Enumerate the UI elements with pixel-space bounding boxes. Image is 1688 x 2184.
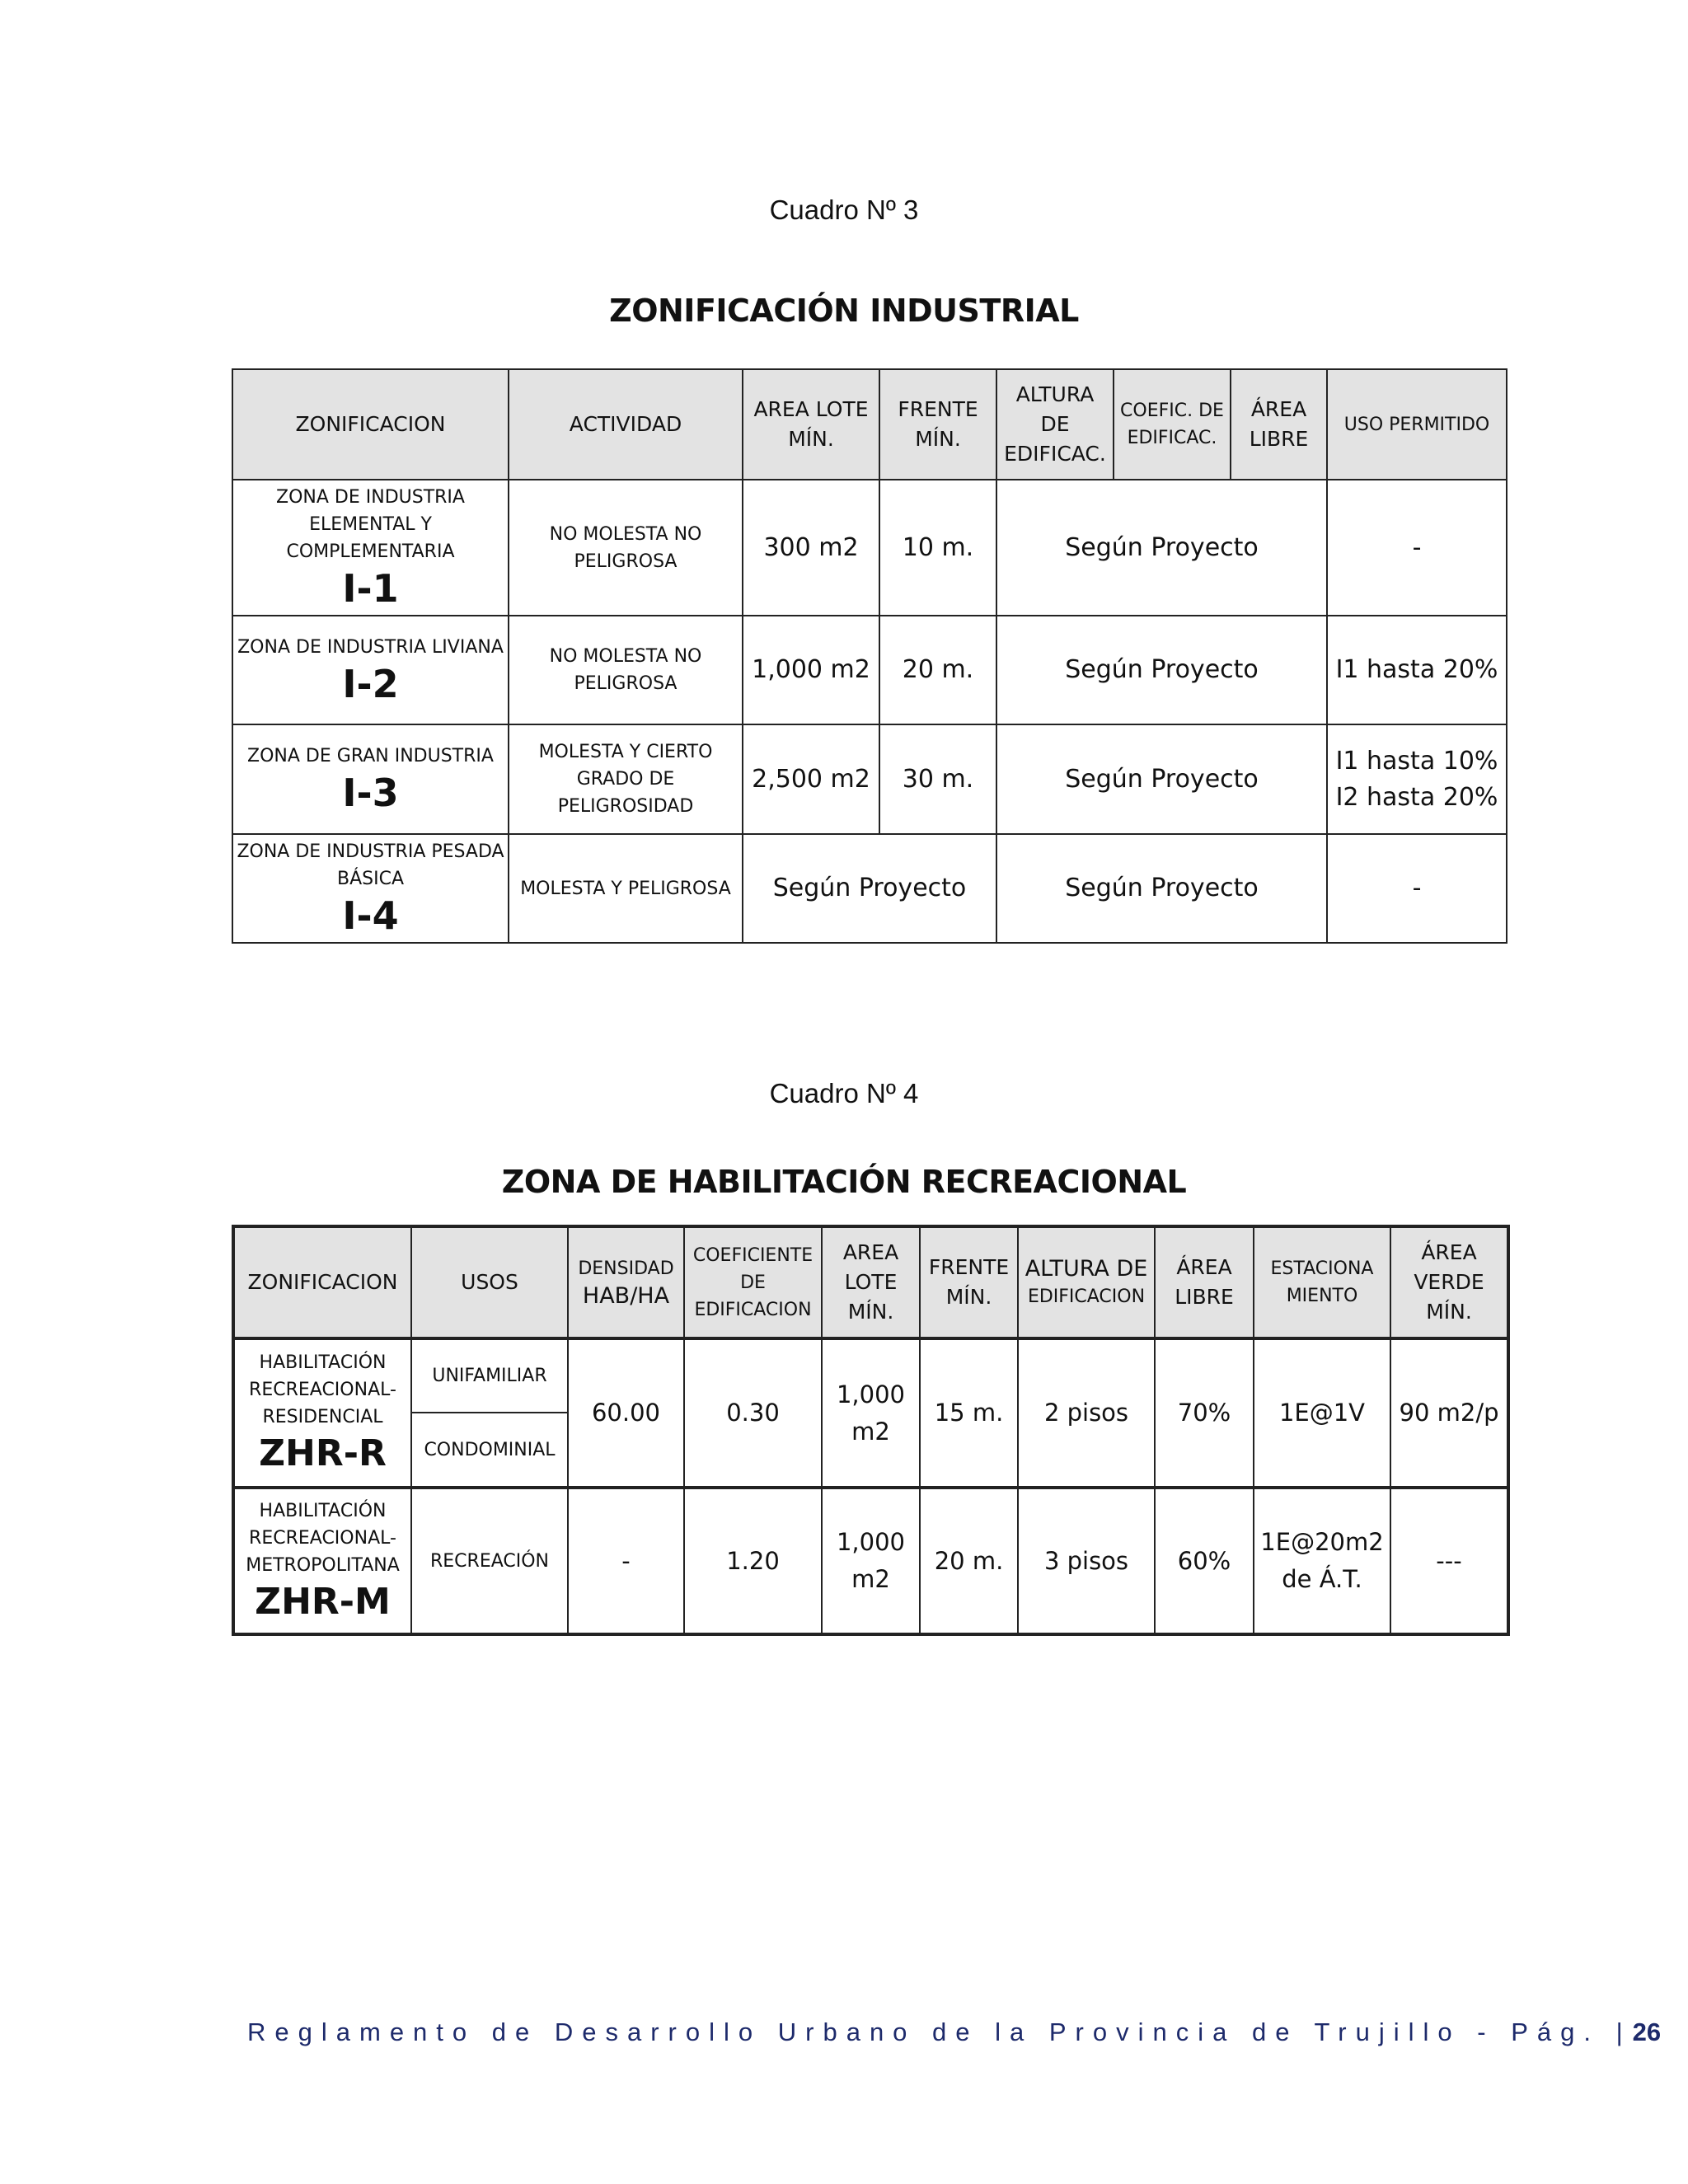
- uso-permitido-cell: [1327, 724, 1507, 834]
- footer-separator: |: [1615, 2018, 1623, 2046]
- estacionamiento-cell: 1E@1V: [1254, 1338, 1390, 1488]
- area-lote-cell: 2,500 m2: [743, 724, 879, 834]
- col-header-zonificacion: ZONIFICACION: [233, 1226, 411, 1338]
- col-header-area-verde: ÁREA VERDE MÍN.: [1390, 1226, 1508, 1338]
- recreational-zoning-table: [232, 1225, 1510, 1636]
- zone-description: ZONA DE INDUSTRIA ELEMENTAL Y COMPLEMENTARIA: [276, 487, 465, 562]
- altura-cell: 2 pisos: [1018, 1338, 1155, 1488]
- col-header-coeficiente: COEFICIENTE DE EDIFICACION: [684, 1226, 822, 1338]
- usos-cell: UNIFAMILIAR: [411, 1338, 568, 1413]
- col-header-densidad: [568, 1226, 684, 1338]
- col-header-area-lote: AREA LOTE MÍN.: [743, 369, 879, 480]
- coeficiente-cell: 1.20: [684, 1488, 822, 1634]
- altura-cell: 3 pisos: [1018, 1488, 1155, 1634]
- zone-cell: [232, 616, 509, 724]
- area-libre-cell: 60%: [1155, 1488, 1254, 1634]
- area-lote-cell: 1,000 m2: [743, 616, 879, 724]
- usos-cell: RECREACIÓN: [411, 1488, 568, 1634]
- zone-code: I-2: [342, 661, 399, 706]
- zone-description: ZONA DE INDUSTRIA PESADA BÁSICA: [237, 841, 504, 889]
- zone-cell: [233, 1338, 411, 1488]
- area-verde-cell: 90 m2/p: [1390, 1338, 1508, 1488]
- actividad-cell: NO MOLESTA NO PELIGROSA: [509, 616, 743, 724]
- col-header-uso-permitido: USO PERMITIDO: [1327, 369, 1507, 480]
- area-lote-cell: 300 m2: [743, 480, 879, 616]
- zone-code: I-1: [342, 566, 399, 611]
- frente-cell: 15 m.: [920, 1338, 1018, 1488]
- table-header-row: [232, 369, 1507, 480]
- col-header-area-libre: ÁREA LIBRE: [1155, 1226, 1254, 1338]
- coeficiente-cell: 0.30: [684, 1338, 822, 1488]
- actividad-cell: NO MOLESTA NO PELIGROSA: [509, 480, 743, 616]
- frente-cell: 20 m.: [879, 616, 996, 724]
- table1-title: ZONIFICACIÓN INDUSTRIAL: [609, 293, 1079, 329]
- zone-cell: [232, 834, 509, 943]
- zone-description: ZONA DE INDUSTRIA LIVIANA: [237, 636, 504, 658]
- table1-caption: Cuadro Nº 3: [769, 194, 919, 225]
- altura-label: ALTURA DE: [1025, 1255, 1148, 1282]
- zone-description: HABILITACIÓN RECREACIONAL-METROPOLITANA: [246, 1500, 400, 1576]
- table2-caption: Cuadro Nº 4: [769, 1078, 919, 1108]
- densidad-label: DENSIDAD: [578, 1258, 674, 1279]
- zone-cell: [232, 724, 509, 834]
- col-header-actividad: ACTIVIDAD: [509, 369, 743, 480]
- uso-permitido-cell: -: [1327, 480, 1507, 616]
- actividad-cell: MOLESTA Y CIERTO GRADO DE PELIGROSIDAD: [509, 724, 743, 834]
- col-header-coeficiente: COEFIC. DE EDIFICAC.: [1114, 369, 1231, 480]
- col-header-usos: USOS: [411, 1226, 568, 1338]
- table-row: [232, 724, 1507, 834]
- estacionamiento-cell: 1E@20m2 de Á.T.: [1254, 1488, 1390, 1634]
- densidad-cell: -: [568, 1488, 684, 1634]
- zone-cell: [232, 480, 509, 616]
- table-row: [232, 834, 1507, 943]
- col-header-area-libre: ÁREA LIBRE: [1231, 369, 1327, 480]
- table2-title: ZONA DE HABILITACIÓN RECREACIONAL: [501, 1164, 1187, 1200]
- uso-permitido-cell: -: [1327, 834, 1507, 943]
- col-header-frente: FRENTE MÍN.: [879, 369, 996, 480]
- zone-code: I-4: [342, 893, 399, 938]
- lote-frente-cell: Según Proyecto: [743, 834, 996, 943]
- zone-code: I-3: [342, 771, 399, 815]
- table-row: [233, 1338, 1508, 1413]
- zone-description: ZONA DE GRAN INDUSTRIA: [247, 746, 494, 766]
- densidad-unit: HAB/HA: [582, 1282, 670, 1309]
- col-header-frente: FRENTE MÍN.: [920, 1226, 1018, 1338]
- area-verde-cell: ---: [1390, 1488, 1508, 1634]
- table-header-row: [233, 1226, 1508, 1338]
- densidad-cell: 60.00: [568, 1338, 684, 1488]
- frente-cell: 30 m.: [879, 724, 996, 834]
- zone-description: HABILITACIÓN RECREACIONAL-RESIDENCIAL: [249, 1352, 396, 1427]
- col-header-altura: ALTURA DE EDIFICAC.: [996, 369, 1114, 480]
- frente-cell: 20 m.: [920, 1488, 1018, 1634]
- table-row: [232, 616, 1507, 724]
- col-header-altura: [1018, 1226, 1155, 1338]
- uso-permitido-cell: I1 hasta 20%: [1327, 616, 1507, 724]
- col-header-zonificacion: ZONIFICACION: [232, 369, 509, 480]
- area-lote-cell: 1,000 m2: [822, 1338, 920, 1488]
- usos-cell: CONDOMINIAL: [411, 1413, 568, 1488]
- area-lote-cell: 1,000 m2: [822, 1488, 920, 1634]
- altura-coef-area-cell: Según Proyecto: [996, 480, 1327, 616]
- col-header-area-lote: AREA LOTE MÍN.: [822, 1226, 920, 1338]
- zone-code: ZHR-R: [259, 1432, 387, 1474]
- zone-cell: [233, 1488, 411, 1634]
- uso-line-1: I1 hasta 10%: [1335, 746, 1498, 776]
- altura-coef-area-cell: Según Proyecto: [996, 834, 1327, 943]
- altura-coef-area-cell: Según Proyecto: [996, 616, 1327, 724]
- actividad-cell: MOLESTA Y PELIGROSA: [509, 834, 743, 943]
- table-row: [232, 480, 1507, 616]
- footer-text: Reglamento de Desarrollo Urbano de la Provincia de Trujillo - Pág.: [247, 2018, 1600, 2046]
- page-footer: [247, 2018, 1661, 2047]
- zone-code: ZHR-M: [255, 1580, 391, 1623]
- page-number: 26: [1632, 2018, 1662, 2046]
- table-row: [233, 1488, 1508, 1634]
- col-header-estacionamiento: ESTACIONA MIENTO: [1254, 1226, 1390, 1338]
- altura-sub: EDIFICACION: [1027, 1286, 1146, 1307]
- frente-cell: 10 m.: [879, 480, 996, 616]
- altura-coef-area-cell: Según Proyecto: [996, 724, 1327, 834]
- uso-line-2: I2 hasta 20%: [1335, 782, 1498, 812]
- area-libre-cell: 70%: [1155, 1338, 1254, 1488]
- industrial-zoning-table: [232, 368, 1507, 944]
